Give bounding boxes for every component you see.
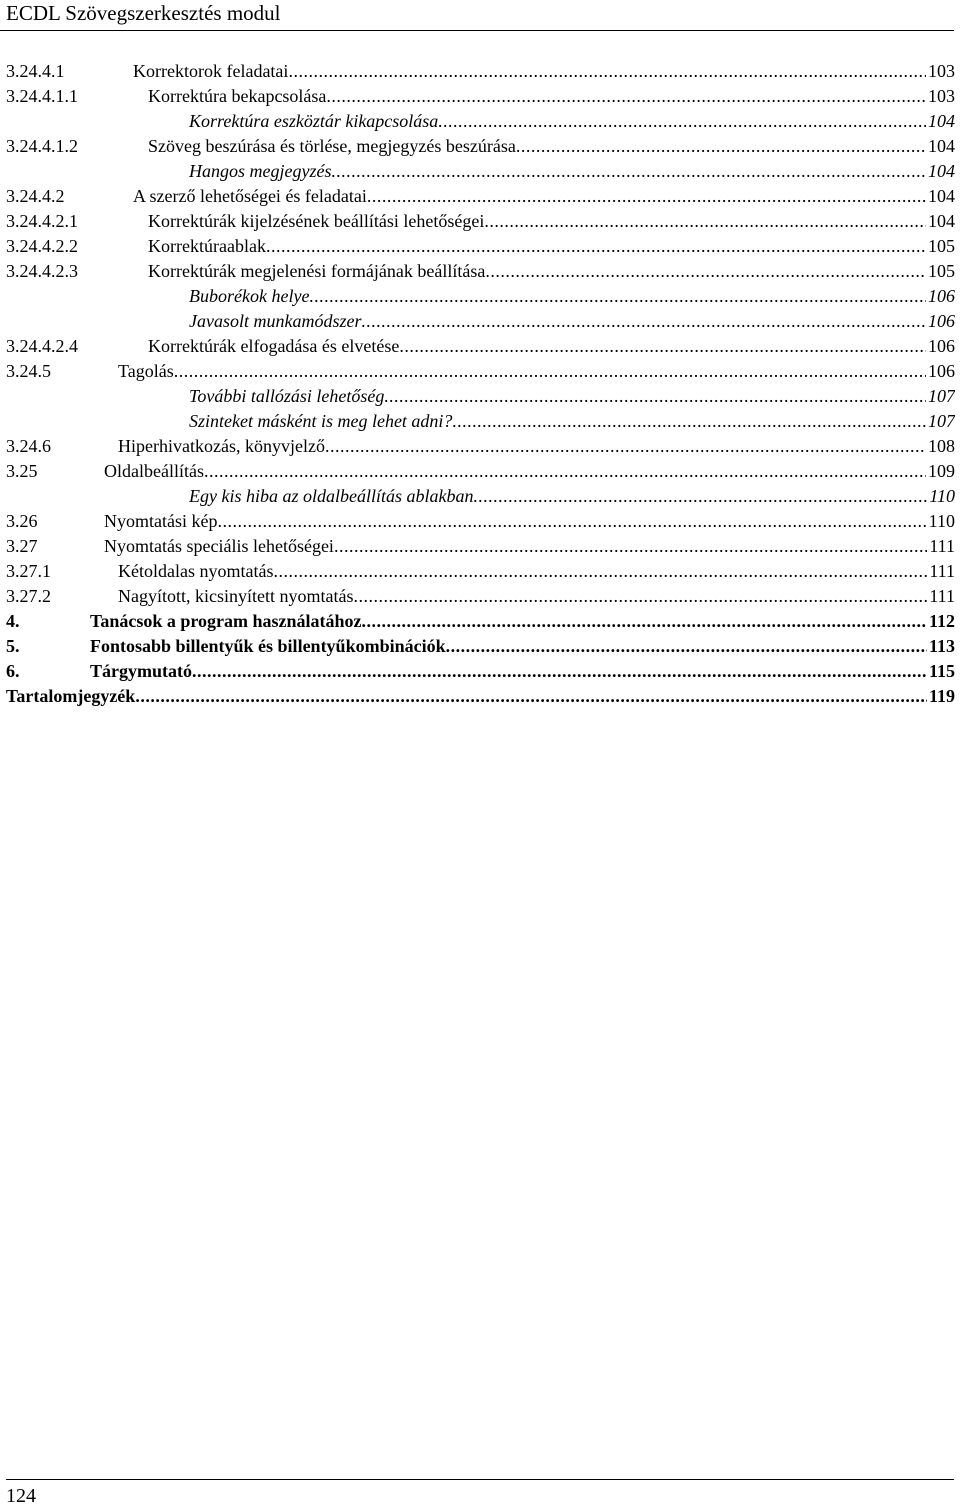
page-number: 124 [6,1485,36,1507]
toc-entry[interactable] [6,684,955,709]
toc-entry-title: Korrektorok feladatai [133,61,289,81]
toc-entry-title: Javasolt munkamódszer [189,311,362,331]
toc-entry-number: 3.24.4.2.1 [6,211,78,231]
toc-entry[interactable] [6,259,955,284]
toc-entry-number: 3.24.4.2.3 [6,261,78,281]
toc-entry-title: Korrektúrák kijelzésének beállítási lehetőségei [148,211,485,231]
toc-entry[interactable] [6,209,955,234]
toc-entry-title: Korrektúrák elfogadása és elvetése [148,336,400,356]
toc-entry-title: Hiperhivatkozás, könyvjelző [118,436,325,456]
toc-entry-page: 109 [928,461,955,481]
toc-entry-body [118,584,955,609]
toc-entry-number: 3.27 [6,536,38,556]
toc-leader-dots [204,459,926,484]
toc-entry[interactable] [6,584,955,609]
toc-entry-number: 3.24.4.2 [6,186,65,206]
toc-entry-page: 105 [928,261,955,281]
running-header: ECDL Szövegszerkesztés modul [6,1,281,25]
toc-entry-title: Oldalbeállítás [104,461,204,481]
toc-entry-page: 104 [928,211,955,231]
toc-entry-body [189,484,955,509]
toc-leader-dots [473,484,927,509]
toc-entry-title: Nyomtatási kép [104,511,218,531]
toc-leader-dots [334,534,927,559]
toc-entry-page: 107 [928,411,955,431]
toc-entry-number: 3.26 [6,511,38,531]
toc-entry-page: 104 [928,111,955,131]
toc-leader-dots [331,159,926,184]
toc-leader-dots [438,109,926,134]
toc-entry-title: Hangos megjegyzés [189,161,332,181]
toc-entry[interactable] [6,234,955,259]
toc-entry[interactable] [6,184,955,209]
toc-entry[interactable] [6,509,955,534]
toc-entry-number: 4. [6,611,20,631]
toc-leader-dots [361,309,926,334]
toc-entry-body [118,434,955,459]
toc-entry-body [189,409,955,434]
toc-entry-page: 111 [929,561,955,581]
toc-entry-page: 115 [928,661,955,681]
toc-entry-body [133,184,955,209]
toc-entry-body [6,684,955,709]
toc-entry-title: Kétoldalas nyomtatás [118,561,274,581]
toc-leader-dots [192,659,927,684]
toc-entry-number: 3.24.4.1.2 [6,136,78,156]
toc-entry-body [189,384,955,409]
toc-entry-title: Tanácsok a program használatához [90,611,362,631]
toc-entry-body [148,134,955,159]
toc-entry-title: Szöveg beszúrása és törlése, megjegyzés beszúrása [148,136,516,156]
toc-entry-page: 110 [928,511,955,531]
toc-entry-body [104,509,955,534]
toc-entry-number: 3.24.5 [6,361,51,381]
toc-leader-dots [325,434,926,459]
table-of-contents [6,59,955,709]
toc-entry-title: Korrektúraablak [148,236,266,256]
toc-entry-number: 3.25 [6,461,38,481]
toc-entry-title: Nyomtatás speciális lehetőségei [104,536,334,556]
toc-entry-page: 103 [928,61,955,81]
toc-entry[interactable] [6,334,955,359]
toc-entry-title: Tárgymutató [90,661,192,681]
toc-entry-body [148,234,955,259]
toc-entry-page: 104 [928,186,955,206]
toc-entry-body [189,309,955,334]
toc-entry-title: Nagyított, kicsinyített nyomtatás [118,586,354,606]
toc-leader-dots [485,259,926,284]
toc-entry-page: 112 [928,611,955,631]
toc-entry-title: Tagolás [118,361,174,381]
toc-entry-page: 106 [928,336,955,356]
toc-leader-dots [452,409,926,434]
toc-entry-number: 3.24.4.2.2 [6,236,78,256]
toc-entry-title: Tartalomjegyzék [6,686,136,706]
toc-leader-dots [516,134,926,159]
toc-entry-number: 3.24.6 [6,436,51,456]
toc-leader-dots [399,334,926,359]
toc-entry-page: 107 [928,386,955,406]
toc-leader-dots [135,684,927,709]
toc-entry-page: 110 [929,486,955,506]
toc-entry-body [148,259,955,284]
toc-entry-page: 104 [928,161,955,181]
toc-entry[interactable] [6,609,955,634]
toc-entry-page: 104 [928,136,955,156]
toc-leader-dots [273,559,927,584]
toc-entry-body [118,559,955,584]
toc-entry[interactable] [6,634,955,659]
toc-entry[interactable] [6,659,955,684]
toc-entry[interactable] [6,309,955,334]
toc-entry-title: Korrektúrák megjelenési formájának beállítása [148,261,486,281]
toc-entry[interactable] [6,284,955,309]
toc-entry-page: 106 [928,311,955,331]
toc-entry-page: 105 [928,236,955,256]
toc-entry-page: 111 [929,536,955,556]
toc-entry-page: 113 [928,636,955,656]
toc-leader-dots [353,584,927,609]
toc-entry-page: 103 [928,86,955,106]
toc-entry-body [148,84,955,109]
toc-entry-body [189,109,955,134]
toc-entry-title: Szinteket másként is meg lehet adni? [189,411,453,431]
toc-entry-page: 119 [928,686,955,706]
toc-entry-title: További tallózási lehetőség [189,386,385,406]
toc-leader-dots [309,284,926,309]
toc-entry-title: A szerző lehetőségei és feladatai [133,186,367,206]
toc-entry-body [133,59,955,84]
toc-leader-dots [174,359,926,384]
toc-entry[interactable] [6,84,955,109]
toc-entry[interactable] [6,459,955,484]
toc-leader-dots [217,509,926,534]
toc-entry-number: 5. [6,636,20,656]
toc-leader-dots [384,384,926,409]
toc-entry-body [148,209,955,234]
toc-entry-body [148,334,955,359]
toc-entry-page: 106 [928,286,955,306]
toc-entry[interactable] [6,434,955,459]
toc-entry[interactable] [6,159,955,184]
header-divider [0,30,954,31]
toc-entry[interactable] [6,359,955,384]
toc-entry-number: 3.24.4.1 [6,61,65,81]
toc-leader-dots [446,634,927,659]
toc-leader-dots [266,234,926,259]
toc-entry-title: Fontosabb billentyűk és billentyűkombinációk [90,636,446,656]
toc-entry-number: 6. [6,661,20,681]
toc-entry-number: 3.24.4.1.1 [6,86,78,106]
toc-entry[interactable] [6,134,955,159]
toc-entry-number: 3.27.1 [6,561,51,581]
toc-leader-dots [326,84,926,109]
toc-entry-body [90,634,955,659]
toc-leader-dots [288,59,926,84]
toc-entry-number: 3.27.2 [6,586,51,606]
toc-entry-body [118,359,955,384]
toc-entry-body [189,159,955,184]
toc-entry[interactable] [6,484,955,509]
toc-entry-number: 3.24.4.2.4 [6,336,78,356]
toc-entry-body [104,534,955,559]
toc-entry-page: 108 [928,436,955,456]
toc-entry[interactable] [6,384,955,409]
toc-entry[interactable] [6,534,955,559]
footer-divider [6,1479,954,1480]
toc-entry-title: Korrektúra eszköztár kikapcsolása [189,111,439,131]
toc-entry-body [104,459,955,484]
toc-entry-page: 111 [929,586,955,606]
toc-leader-dots [484,209,926,234]
toc-entry-page: 106 [928,361,955,381]
toc-entry[interactable] [6,409,955,434]
toc-entry-body [189,284,955,309]
toc-entry[interactable] [6,559,955,584]
toc-entry-body [90,659,955,684]
toc-entry-title: Korrektúra bekapcsolása [148,86,327,106]
toc-entry-title: Egy kis hiba az oldalbeállítás ablakban [189,486,474,506]
toc-entry[interactable] [6,59,955,84]
toc-entry-body [90,609,955,634]
toc-leader-dots [362,609,927,634]
toc-leader-dots [367,184,926,209]
toc-entry[interactable] [6,109,955,134]
toc-entry-title: Buborékok helye [189,286,310,306]
